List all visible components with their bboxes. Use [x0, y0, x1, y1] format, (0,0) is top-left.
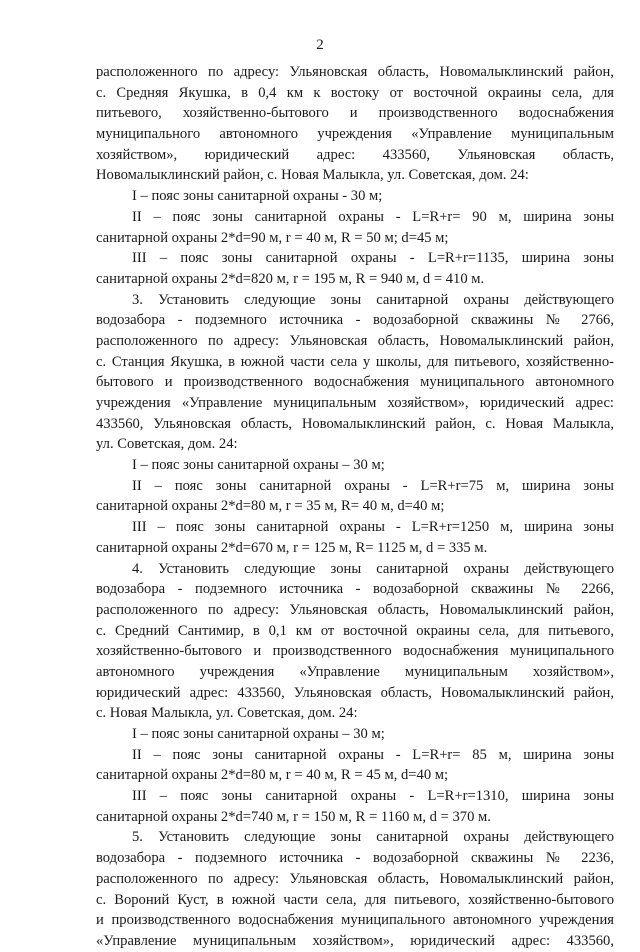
text-line: «Управление муниципальным хозяйством», юридический адрес: 433560, — [96, 932, 614, 949]
text-line: III – пояс зоны санитарной охраны - L=R+r=1310, ширина зоны — [132, 788, 614, 805]
text-line: санитарной охраны 2*d=90 м, r = 40 м, R = 50 м; d=45 м; — [96, 229, 449, 246]
text-line: водозабора - подземного источника - водозаборной скважины № 2766, — [96, 312, 614, 329]
text-line: III – пояс зоны санитарной охраны - L=R+r=1250 м, ширина зоны — [132, 519, 614, 536]
text-line: II – пояс зоны санитарной охраны - L=R+r=75 м, ширина зоны — [132, 477, 614, 494]
text-line: с. Новая Малыкла, ул. Советская, дом. 24: — [96, 705, 358, 722]
text-line: водозабора - подземного источника - водозаборной скважины № 2236, — [96, 850, 614, 867]
text-line: бытового и производственного водоснабжения муниципального автономного — [96, 374, 614, 391]
text-line: водозабора - подземного источника - водозаборной скважины № 2266, — [96, 581, 614, 598]
text-line: питьевого, хозяйственно-бытового и производственного водоснабжения — [96, 105, 614, 122]
text-line: расположенного по адресу: Ульяновская область, Новомалыклинский район, — [96, 870, 614, 887]
page-number: 2 — [316, 37, 324, 53]
text-line: хозяйственно-бытового и производственного водоснабжения муниципального — [96, 643, 614, 660]
document-body — [96, 62, 614, 952]
text-line: санитарной охраны 2*d=670 м, r = 125 м, R= 1125 м, d = 335 м. — [96, 539, 488, 556]
text-line: Новомалыклинский район, с. Новая Малыкла, ул. Советская, дом. 24: — [96, 167, 529, 184]
text-line: II – пояс зоны санитарной охраны - L=R+r= 90 м, ширина зоны — [132, 208, 614, 225]
text-line: с. Средний Сантимир, в 0,1 км от восточной окраины села, для питьевого, — [96, 622, 614, 639]
text-line: расположенного по адресу: Ульяновская область, Новомалыклинский район, — [96, 332, 614, 349]
text-line: 4. Установить следующие зоны санитарной охраны действующего — [132, 560, 614, 577]
text-line: расположенного по адресу: Ульяновская область, Новомалыклинский район, — [96, 64, 614, 80]
text-line: муниципального автономного учреждения «Управление муниципальным — [96, 126, 614, 143]
text-line: санитарной охраны 2*d=820 м, r = 195 м, R = 940 м, d = 410 м. — [96, 270, 485, 287]
text-line: III – пояс зоны санитарной охраны - L=R+r=1135, ширина зоны — [132, 250, 614, 267]
text-line: расположенного по адресу: Ульяновская область, Новомалыклинский район, — [96, 601, 614, 618]
text-line: I – пояс зоны санитарной охраны – 30 м; — [132, 726, 385, 742]
text-line: автономного учреждения «Управление муниципальным хозяйством», — [96, 663, 614, 680]
text-line: санитарной охраны 2*d=740 м, r = 150 м, R = 1160 м, d = 370 м. — [96, 808, 491, 825]
text-line: санитарной охраны 2*d=80 м, r = 35 м, R= 40 м, d=40 м; — [96, 498, 445, 515]
text-line: хозяйством», юридический адрес: 433560, Ульяновская область, — [96, 146, 614, 163]
text-line: II – пояс зоны санитарной охраны - L=R+r= 85 м, ширина зоны — [132, 746, 614, 763]
text-line: ул. Советская, дом. 24: — [96, 436, 238, 453]
text-line: с. Станция Якушка, в южной части села у школы, для питьевого, хозяйственно- — [96, 353, 614, 370]
text-line: I – пояс зоны санитарной охраны - 30 м; — [132, 188, 383, 205]
text-line: юридический адрес: 433560, Ульяновская область, Новомалыклинский район, — [96, 684, 614, 701]
text-line: и производственного водоснабжения муниципального автономного учреждения — [96, 912, 614, 929]
text-line: учреждения «Управление муниципальным хозяйством», юридический адрес: — [96, 395, 614, 411]
text-line: 433560, Ульяновская область, Новомалыклинский район, с. Новая Малыкла, — [96, 415, 614, 432]
text-line: с. Средняя Якушка, в 0,4 км к востоку от восточной окраины села, для — [96, 84, 614, 101]
text-line: I – пояс зоны санитарной охраны – 30 м; — [132, 457, 385, 474]
text-line: санитарной охраны 2*d=80 м, r = 40 м, R = 45 м, d=40 м; — [96, 767, 449, 784]
text-line: с. Вороний Куст, в южной части села, для питьевого, хозяйственно-бытового — [96, 891, 614, 908]
text-line: 3. Установить следующие зоны санитарной охраны действующего — [132, 291, 614, 308]
text-line: 5. Установить следующие зоны санитарной охраны действующего — [132, 829, 614, 846]
